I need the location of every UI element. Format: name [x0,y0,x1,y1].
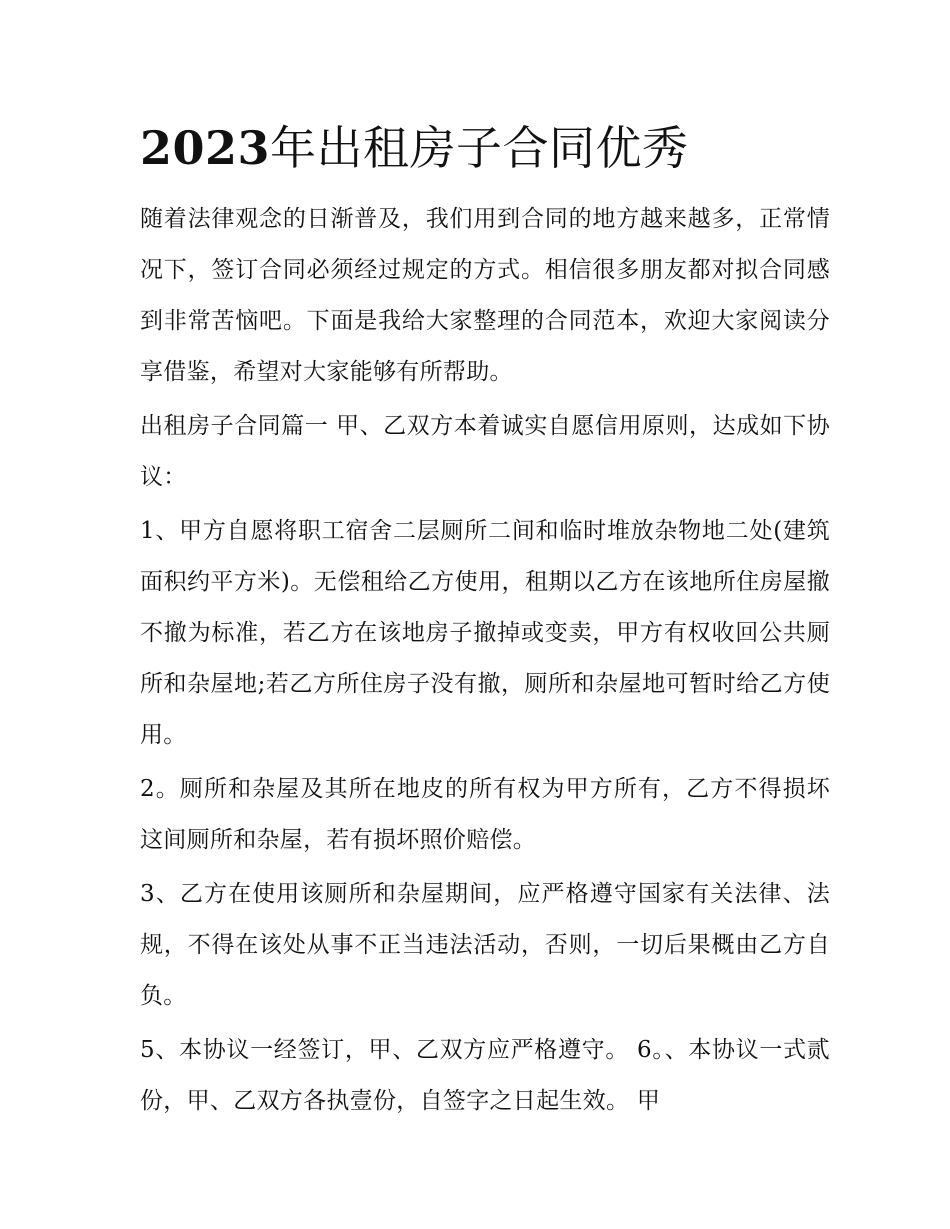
intro-paragraph: 随着法律观念的日渐普及，我们用到合同的地方越来越多，正常情况下，签订合同必须经过规定的方式。相信很多朋友都对拟合同感到非常苦恼吧。下面是我给大家整理的合同范本，欢迎大家阅读分享借鉴，希望对大家能够有所帮助。 [140,206,830,385]
title-text: 年出租房子合同优秀 [270,121,689,175]
document-title [140,112,830,184]
document-page [140,112,830,1130]
clause-3-paragraph: 3、乙方在使用该厕所和杂屋期间，应严格遵守国家有关法律、法规，不得在该处从事不正当违法活动，否则，一切后果概由乙方自负。 [140,881,830,1009]
title-year: 2023 [140,121,271,175]
clause-5-6-paragraph: 5、本协议一经签订，甲、乙双方应严格遵守。 6。、本协议一式贰份，甲、乙双方各执壹份，自签字之日起生效。 甲 [140,1037,830,1114]
contract-heading-paragraph: 出租房子合同篇一 甲、乙双方本着诚实自愿信用原则，达成如下协议： [140,413,830,490]
clause-1-paragraph: 1、甲方自愿将职工宿舍二层厕所二间和临时堆放杂物地二处(建筑面积约平方米)。无偿租给乙方使用，租期以乙方在该地所住房屋撤不撤为标准，若乙方在该地房子撤掉或变卖，甲方有权收回公共厕所和杂屋地;若乙方所住房子没有撤，厕所和杂屋地可暂时给乙方使用。 [140,518,830,748]
clause-2-paragraph: 2。厕所和杂屋及其所在地皮的所有权为甲方所有，乙方不得损坏这间厕所和杂屋，若有损坏照价赔偿。 [140,776,830,853]
